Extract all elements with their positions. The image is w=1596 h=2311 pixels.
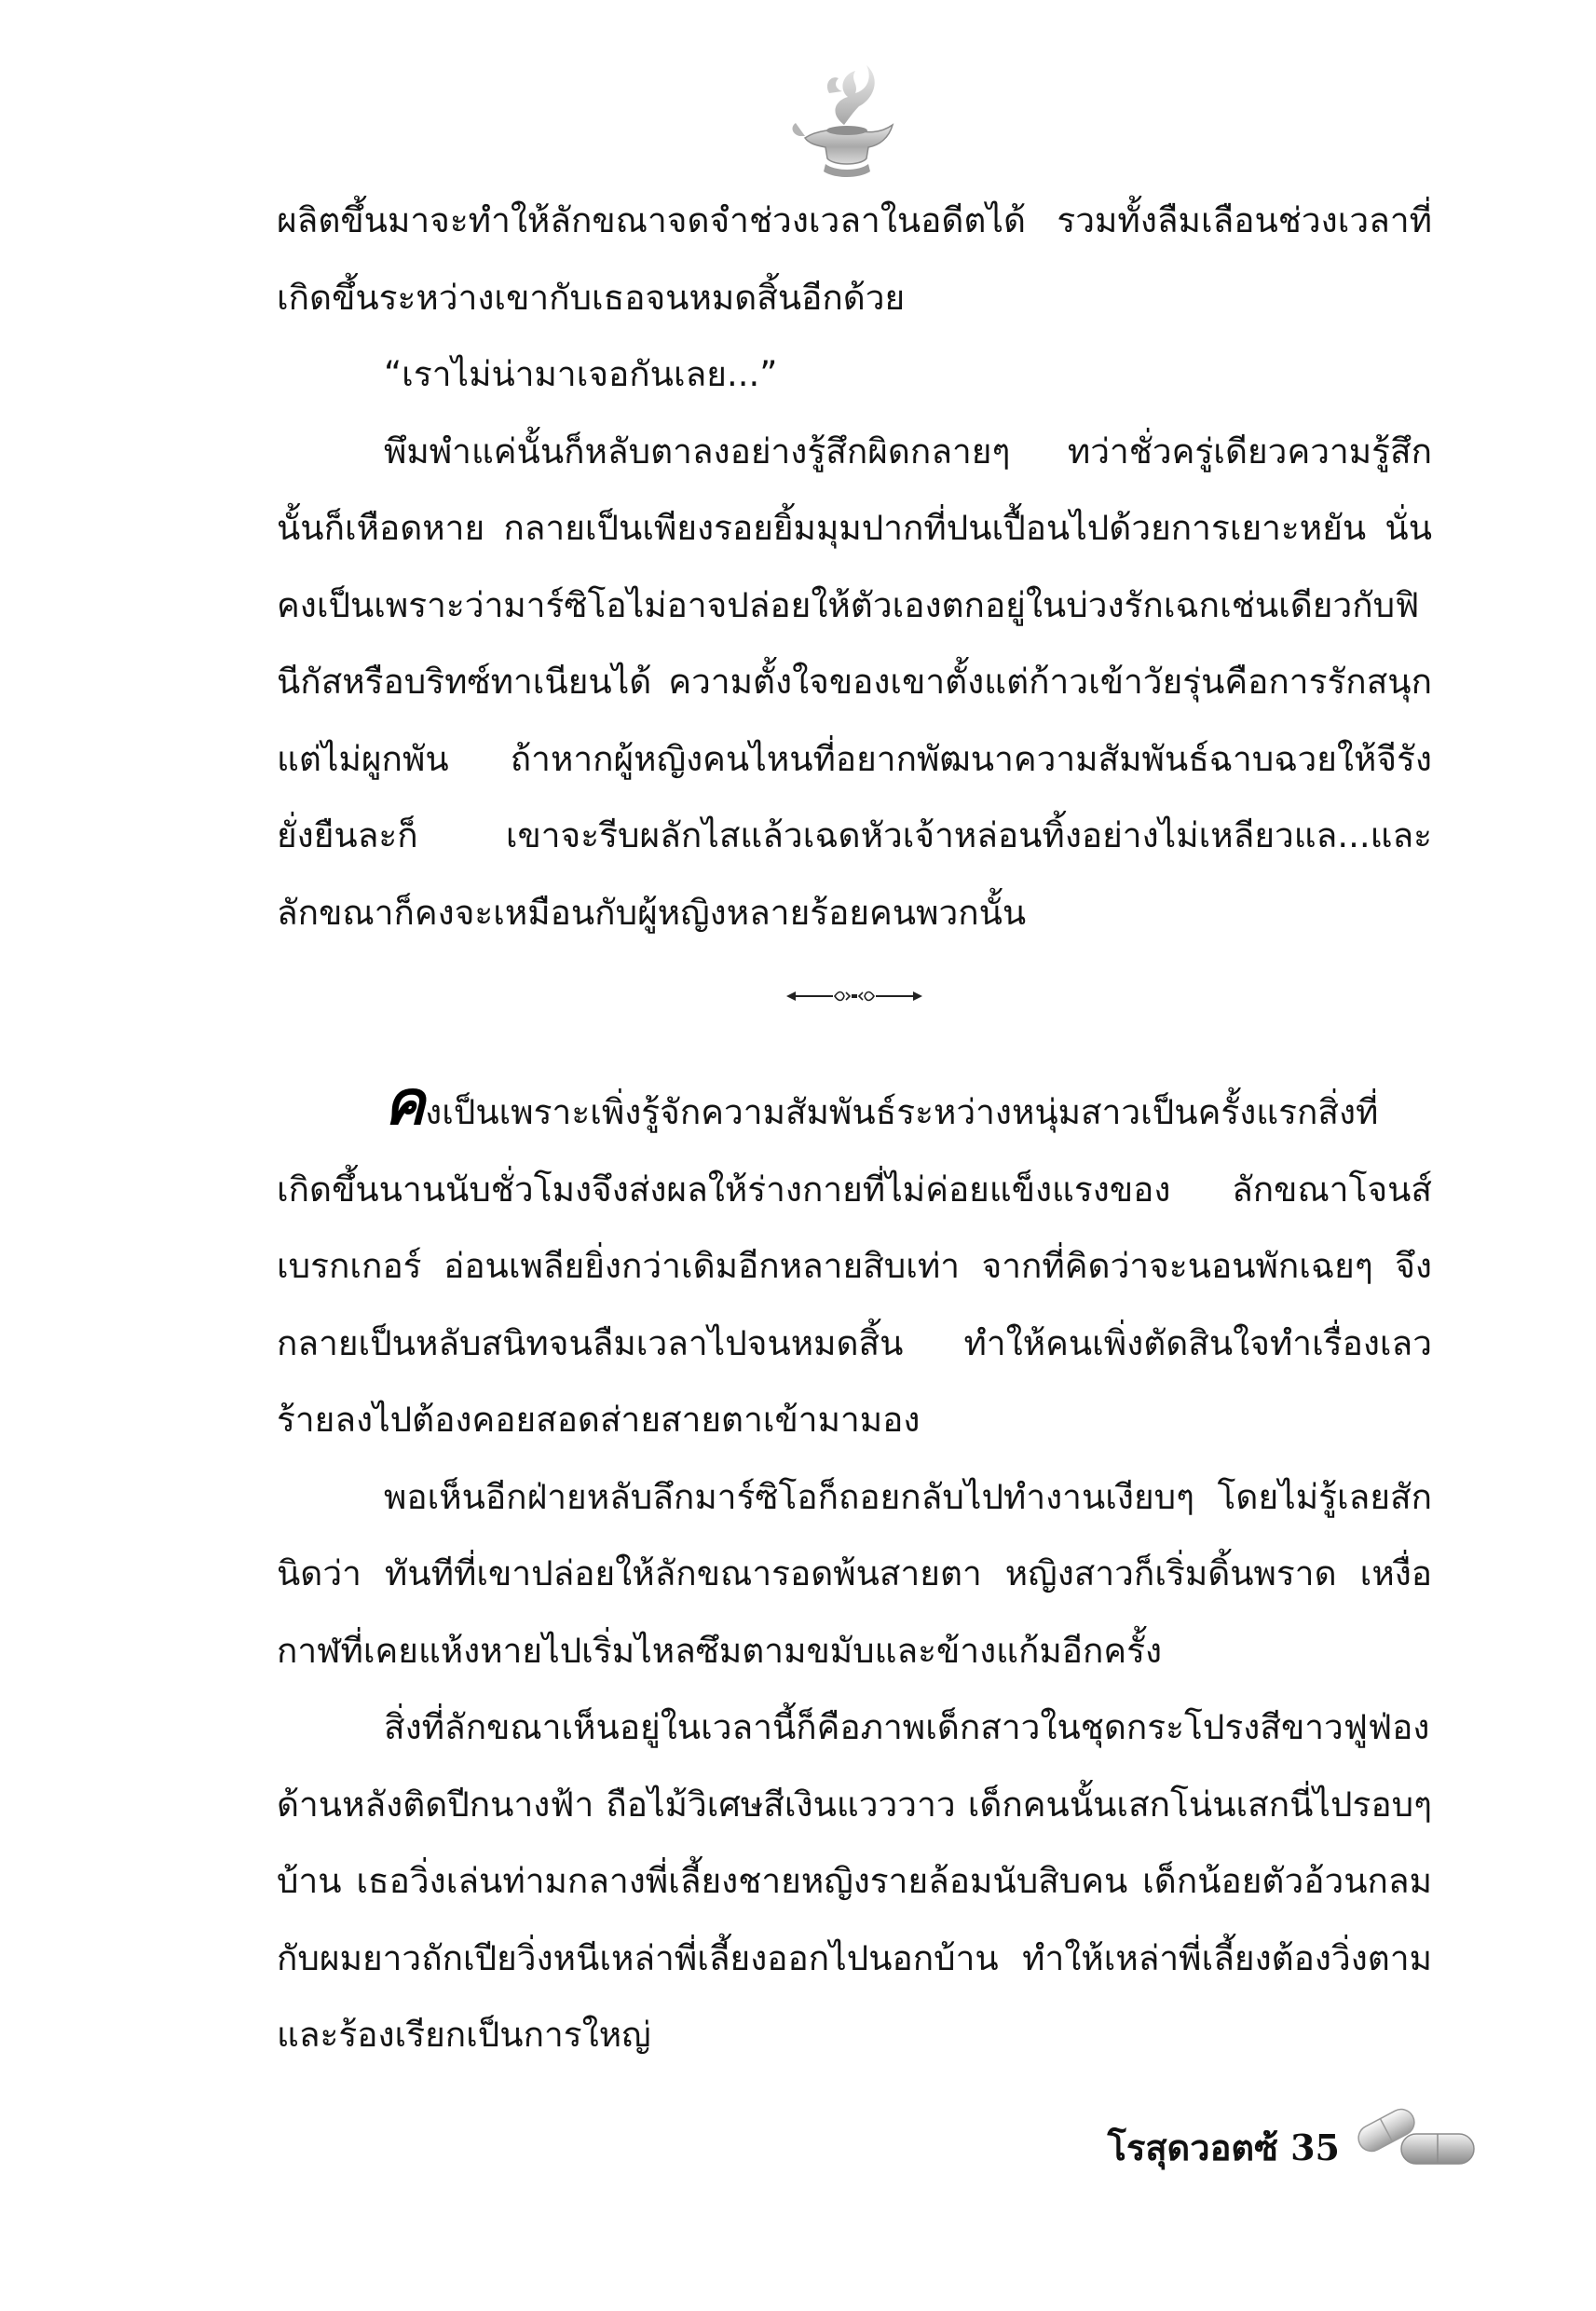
section-divider [277, 951, 1432, 1074]
paragraph: สิ่งที่ลักขณาเห็นอยู่ในเวลานี้ก็คือภาพเด็กสาวในชุดกระโปรงสีขาวฟูฟ่อง ด้านหลังติดปีกนางฟ้า ถือไม้วิเศษสีเงินแวววาว เด็กคนนั้นเสกโน่นเสกนี่ไปรอบๆ บ้าน เธอวิ่งเล่นท่ามกลางพี่เลี้ยงชายหญิงรายล้อมนับสิบคน เด็กน้อยตัวอ้วนกลมกับผมยาวถักเปียวิ่งหนีเหล่าพี่เลี้ยงออกไปนอกบ้าน ทำให้เหล่าพี่เลี้ยงต้องวิ่งตามและร้องเรียกเป็นการใหญ่ [277, 1707, 1432, 2055]
paragraph: ผลิตขึ้นมาจะทำให้ลักขณาจดจำช่วงเวลาในอดีตได้ รวมทั้งลืมเลือนช่วงเวลาที่เกิดขึ้นระหว่างเขากับเธอจนหมดสิ้นอีกด้วย [277, 200, 1432, 318]
section-first-paragraph [277, 1067, 1432, 1459]
magic-lamp-icon [788, 56, 906, 188]
drop-cap: ค [384, 1067, 426, 1139]
running-footer [1079, 2125, 1340, 2171]
pill-capsule-icon [1349, 2097, 1480, 2171]
paragraph: พอเห็นอีกฝ่ายหลับลึกมาร์ซิโอก็ถอยกลับไปทำงานเงียบๆ โดยไม่รู้เลยสักนิดว่า ทันทีที่เขาปล่อยให้ลักขณารอดพ้นสายตา หญิงสาวก็เริ่มดิ้นพราด เหงื่อกาฬที่เคยแห้งหายไปเริ่มไหลซึมตามขมับและข้างแก้มอีกครั้ง [277, 1476, 1432, 1671]
paragraph: “เราไม่น่ามาเจอกันเลย...” [384, 354, 778, 394]
paragraph-text: งเป็นเพราะเพิ่งรู้จักความสัมพันธ์ระหว่างหนุ่มสาวเป็นครั้งแรกสิ่งที่เกิดขึ้นนานนับชั่วโมงจึงส่งผลให้ร่างกายที่ไม่ค่อยแข็งแรงของ ลักขณาโจนส์ เบรกเกอร์ อ่อนเพลียยิ่งกว่าเดิมอีกหลายสิบเท่า จากที่คิดว่าจะนอนพักเฉยๆ จึงกลายเป็นหลับสนิทจนลืมเวลาไปจนหมดสิ้น ทำให้คนเพิ่งตัดสินใจทำเรื่องเลวร้ายลงไปต้องคอยสอดส่ายสายตาเข้ามามอง [277, 1092, 1432, 1440]
paragraph: พึมพำแค่นั้นก็หลับตาลงอย่างรู้สึกผิดกลายๆ ทว่าชั่วครู่เดียวความรู้สึกนั้นก็เหือดหาย กลายเป็นเพียงรอยยิ้มมุมปากที่ปนเปื้อนไปด้วยการเยาะหยัน นั่นคงเป็นเพราะว่ามาร์ซิโอไม่อาจปล่อยให้ตัวเองตกอยู่ในบ่วงรักเฉกเช่นเดียวกับฟินีกัสหรือบริทซ์ทาเนียนได้ ความตั้งใจของเขาตั้งแต่ก้าวเข้าวัยรุ่นคือการรักสนุกแต่ไม่ผูกพัน ถ้าหากผู้หญิงคนไหนที่อยากพัฒนาความสัมพันธ์ฉาบฉวยให้จีรังยั่งยืนละก็ เขาจะรีบผลักไสแล้วเฉดหัวเจ้าหล่อนทิ้งอย่างไม่เหลียวแล...และลักขณาก็คงจะเหมือนกับผู้หญิงหลายร้อยคนพวกนั้น [277, 431, 1432, 933]
page-number: 35 [1290, 2126, 1340, 2168]
ornamental-divider-icon [784, 987, 924, 1005]
book-title: โรสุดวอตซ้ [1107, 2126, 1278, 2168]
body-text [277, 183, 1432, 2074]
